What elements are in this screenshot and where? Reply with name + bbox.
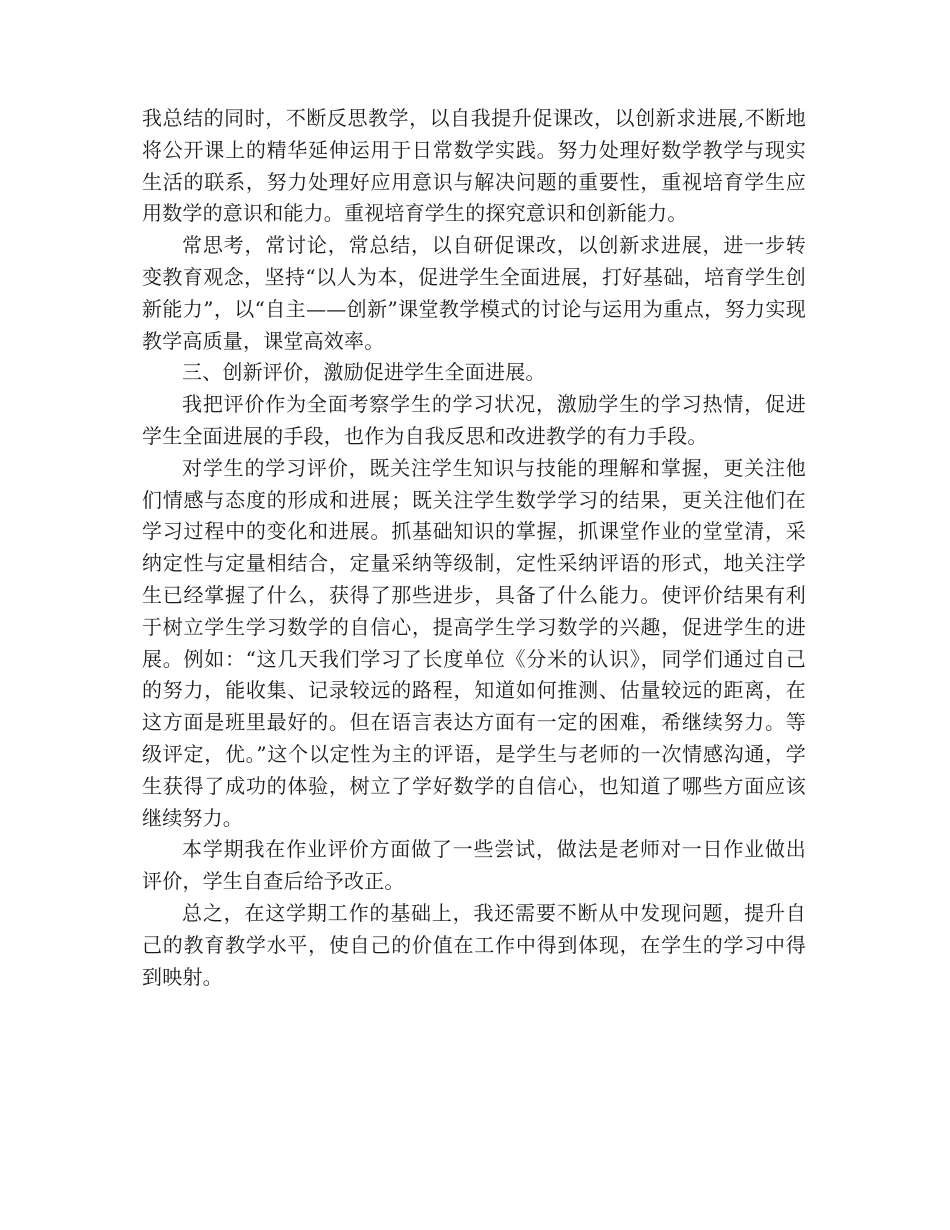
- section-heading-3: 三、创新评价，激励促进学生全面进展。: [182, 360, 546, 385]
- document-page: [142, 103, 806, 993]
- paragraph-4: 我把评价作为全面考察学生的学习状况，激励学生的学习热情，促进学生全面进展的手段，也作为自我反思和改进教学的有力手段。: [142, 392, 806, 448]
- paragraph-1: 我总结的同时，不断反思教学，以自我提升促课改，以创新求进展,不断地将公开课上的精华延伸运用于日常数学实践。努力处理好数学教学与现实生活的联系，努力处理好应用意识与解决问题的重要性，重视培育学生应用数学的意识和能力。重视培育学生的探究意识和创新能力。: [142, 106, 806, 226]
- paragraph-6: 本学期我在作业评价方面做了一些尝试，做法是老师对一日作业做出评价，学生自查后给予改正。: [142, 837, 806, 894]
- paragraph-7: 总之，在这学期工作的基础上，我还需要不断从中发现问题，提升自己的教育教学水平，使自己的价值在工作中得到体现，在学生的学习中得到映射。: [142, 900, 806, 989]
- paragraph-5: 对学生的学习评价，既关注学生知识与技能的理解和掌握，更关注他们情感与态度的形成和进展；既关注学生数学学习的结果，更关注他们在学习过程中的变化和进展。抓基础知识的掌握，抓课堂作业的堂堂清，采纳定性与定量相结合，定量采纳等级制，定性采纳评语的形式，地关注学生已经掌握了什么，获得了那些进步，具备了什么能力。使评价结果有利于树立学生学习数学的自信心，提高学生学习数学的兴趣，促进学生的进展。例如：“这几天我们学习了长度单位《分米的认识》，同学们通过自己的努力，能收集、记录较远的路程，知道如何推测、估量较远的距离，在这方面是班里最好的。但在语言表达方面有一定的困难，希继续努力。等级评定，优。”这个以定性为主的评语，是学生与老师的一次情感沟通，学生获得了成功的体验，树立了学好数学的自信心，也知道了哪些方面应该继续努力。: [142, 455, 806, 830]
- paragraph-2: 常思考，常讨论，常总结，以自研促课改，以创新求进展，进一步转变教育观念，坚持“以人为本，促进学生全面进展，打好基础，培育学生创新能力”，以“自主——创新”课堂教学模式的讨论与运用为重点，努力实现教学高质量，课堂高效率。: [142, 233, 806, 353]
